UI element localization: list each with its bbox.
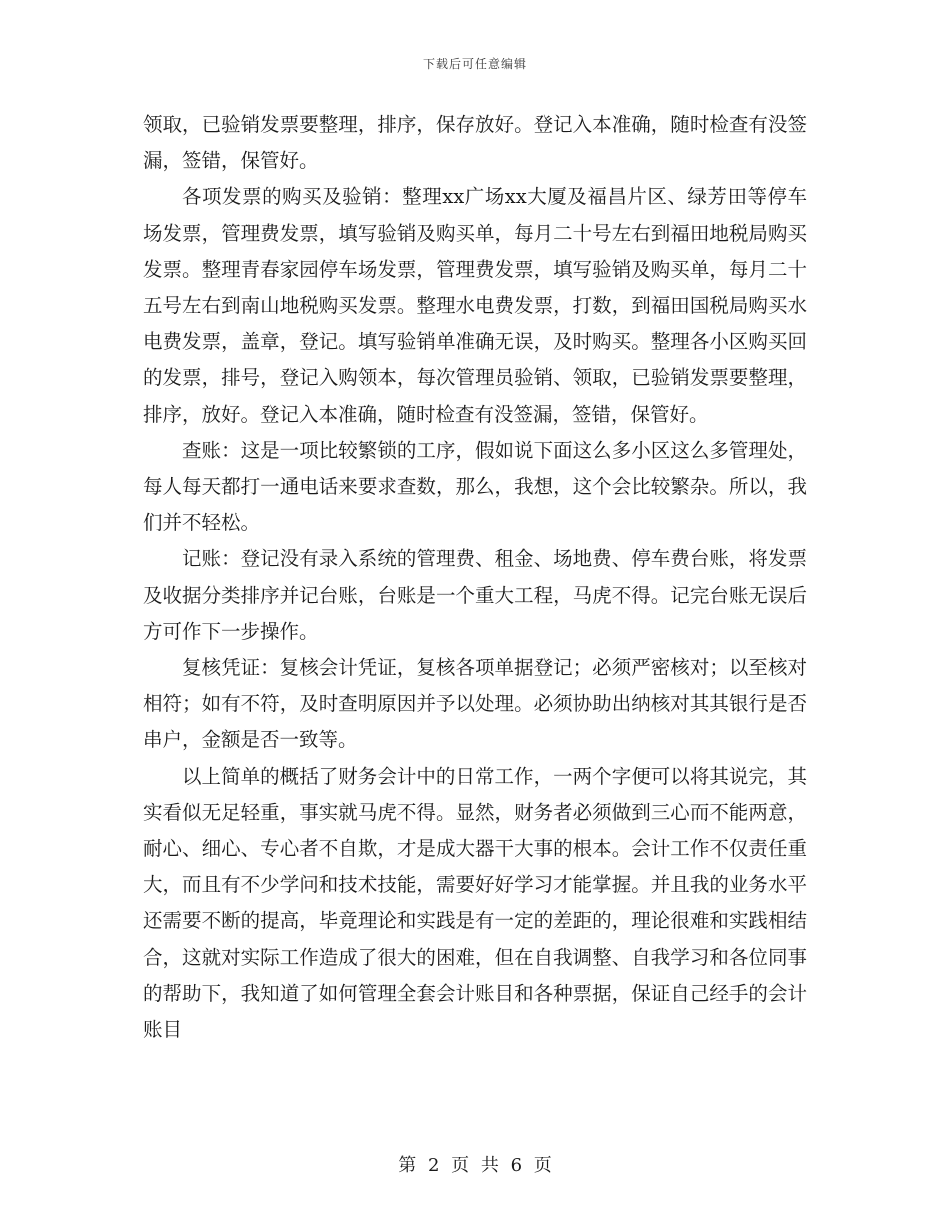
- document-body: [143, 107, 807, 1048]
- paragraph-bookkeeping: 记账：登记没有录入系统的管理费、租金、场地费、停车费台账，将发票及收据分类排序并记台账，台账是一个重大工程，马虎不得。记完台账无误后方可作下一步操作。: [143, 547, 807, 643]
- paragraph-invoice-purchase: 各项发票的购买及验销：整理xx广场xx大厦及福昌片区、绿芳田等停车场发票，管理费发票，填写验销及购买单，每月二十号左右到福田地税局购买发票。整理青春家园停车场发票，管理费发票，填写验销及购买单，每月二十五号左右到南山地税购买发票。整理水电费发票，打数，到福田国税局购买水电费发票，盖章，登记。填写验销单准确无误，及时购买。整理各小区购买回的发票，排号，登记入购领本，每次管理员验销、领取，已验销发票要整理，排序，放好。登记入本准确，随时检查有没签漏，签错，保管好。: [143, 185, 807, 426]
- paragraph-voucher-review: 复核凭证：复核会计凭证，复核各项单据登记；必须严密核对；以至核对相符；如有不符，及时查明原因并予以处理。必须协助出纳核对其其银行是否串户，金额是否一致等。: [143, 656, 807, 752]
- paragraph-summary: 以上简单的概括了财务会计中的日常工作，一两个字便可以将其说完，其实看似无足轻重，事实就马虎不得。显然，财务者必须做到三心而不能两意，耐心、细心、专心者不自欺，才是成大器干大事的根本。会计工作不仅责任重大，而且有不少学问和技术技能，需要好好学习才能掌握。并且我的业务水平还需要不断的提高，毕竟理论和实践是有一定的差距的，理论很难和实践相结合，这就对实际工作造成了很大的困难，但在自我调整、自我学习和各位同事的帮助下，我知道了如何管理全套会计账目和各种票据，保证自己经手的会计账目: [143, 764, 807, 1042]
- paragraph-account-check: 查账：这是一项比较繁锁的工序，假如说下面这么多小区这么多管理处，每人每天都打一通电话来要求查数，那么，我想，这个会比较繁杂。所以，我们并不轻松。: [143, 438, 807, 535]
- paragraph-continuation: 领取，已验销发票要整理，排序，保存放好。登记入本准确，随时检查有没签漏，签错，保管好。: [143, 113, 807, 173]
- page-header: 下载后可任意编辑: [422, 57, 527, 71]
- page-number-footer: 第 2 页 共 6 页: [398, 1155, 552, 1176]
